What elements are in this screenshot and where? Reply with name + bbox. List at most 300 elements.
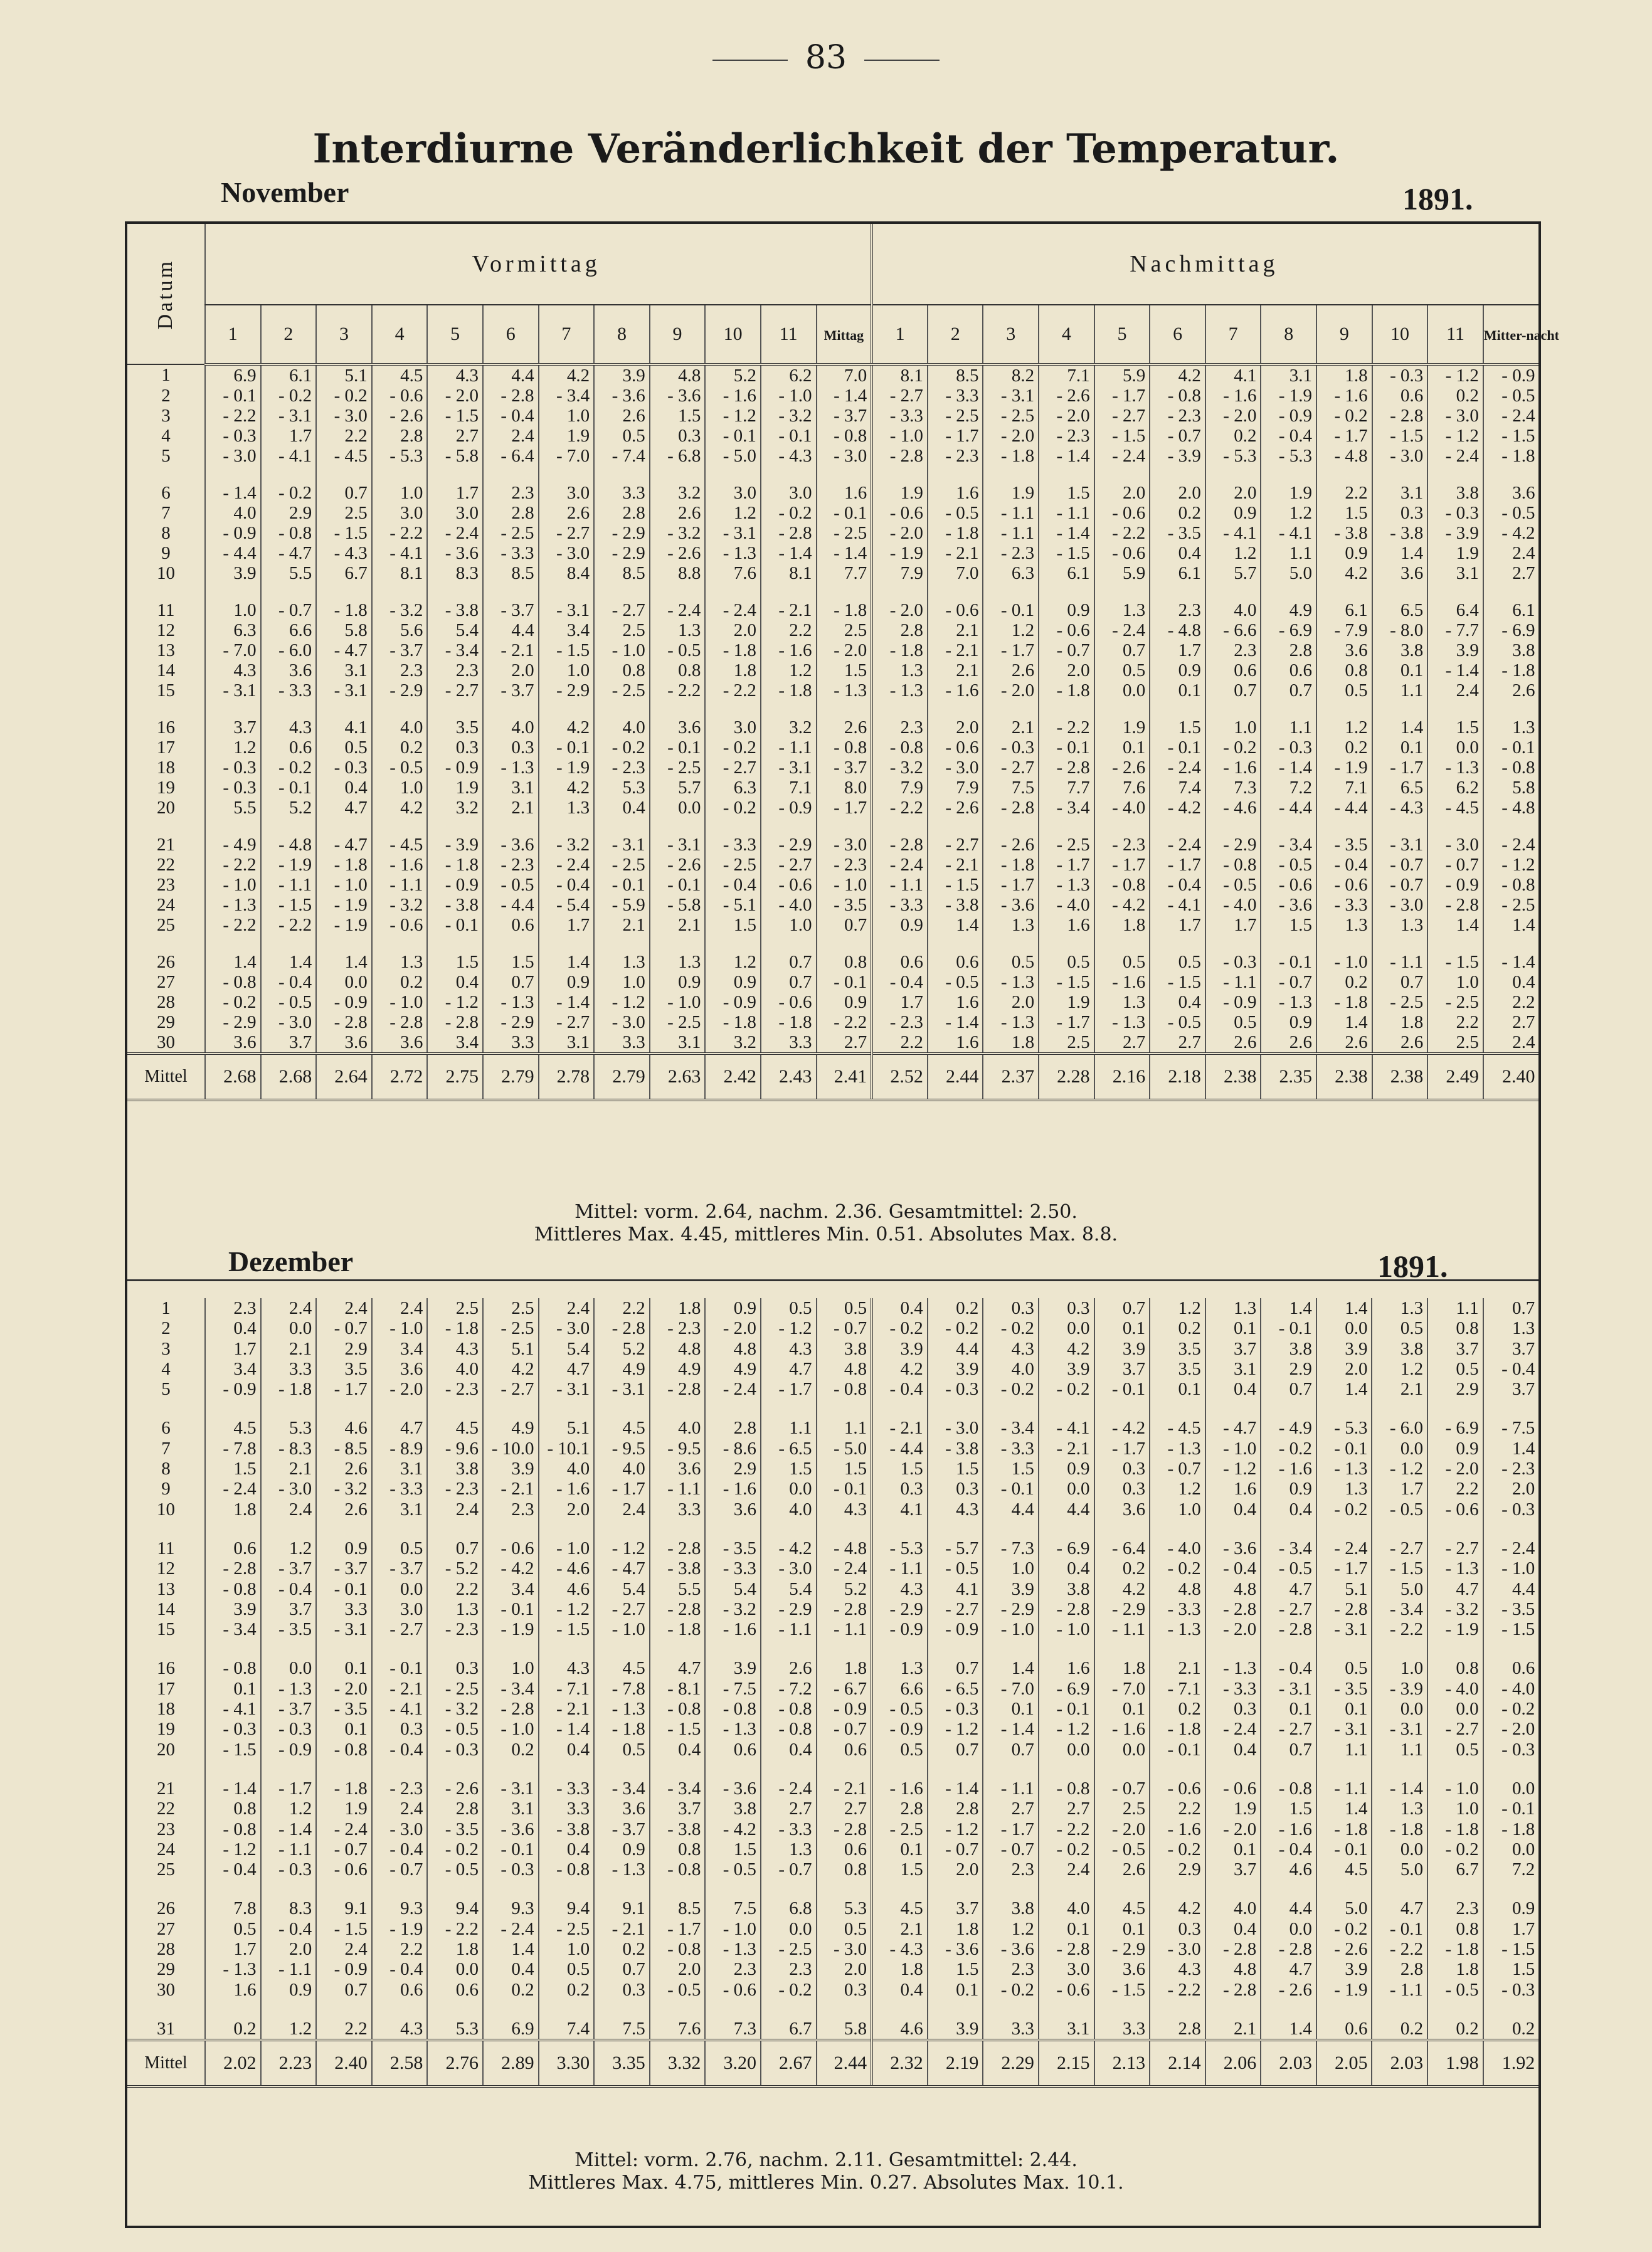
- value-cell: - 0.5: [928, 972, 983, 992]
- value-cell: - 3.6: [1205, 1538, 1261, 1558]
- value-cell: - 2.2: [1039, 1819, 1094, 1839]
- value-cell: - 0.9: [316, 992, 372, 1012]
- value-cell: - 2.2: [817, 1012, 872, 1032]
- value-cell: 4.2: [1316, 563, 1372, 583]
- value-cell: - 2.4: [1094, 620, 1150, 640]
- value-cell: 3.6: [594, 1799, 650, 1819]
- value-cell: - 1.0: [205, 875, 261, 895]
- value-cell: - 3.0: [1150, 1939, 1205, 1959]
- value-cell: 0.8: [1427, 1919, 1483, 1939]
- value-cell: - 8.6: [705, 1439, 761, 1459]
- value-cell: 3.6: [316, 1032, 372, 1054]
- value-cell: - 0.6: [1039, 620, 1094, 640]
- value-cell: 0.4: [427, 972, 483, 992]
- value-cell: - 0.6: [1316, 875, 1372, 895]
- hour-header-cell: 4: [372, 305, 428, 364]
- value-cell: - 0.4: [1205, 1558, 1261, 1578]
- table-row: [127, 835, 1538, 855]
- value-cell: - 2.4: [1150, 835, 1205, 855]
- value-cell: - 0.1: [205, 386, 261, 406]
- value-cell: 0.9: [872, 915, 928, 935]
- value-cell: - 3.5: [427, 1819, 483, 1839]
- value-cell: 2.9: [316, 1339, 372, 1359]
- value-cell: 0.0: [261, 1658, 317, 1678]
- mean-cell: 2.38: [1372, 1054, 1428, 1100]
- value-cell: 4.9: [1261, 600, 1316, 620]
- value-cell: - 3.0: [817, 446, 872, 466]
- value-cell: - 0.5: [372, 758, 428, 778]
- value-cell: 1.9: [316, 1799, 372, 1819]
- value-cell: - 1.8: [427, 1318, 483, 1338]
- mean-cell: 3.32: [650, 2040, 706, 2086]
- value-cell: - 2.2: [1372, 1619, 1427, 1639]
- value-cell: - 3.5: [316, 1699, 372, 1719]
- value-cell: - 2.2: [1094, 523, 1150, 543]
- value-cell: 1.3: [1205, 1298, 1261, 1318]
- value-cell: 2.4: [539, 1298, 595, 1318]
- value-cell: 0.7: [594, 1959, 650, 1979]
- value-cell: 0.1: [1094, 1919, 1150, 1939]
- value-cell: 3.1: [650, 1032, 706, 1054]
- table-row: [127, 1719, 1538, 1739]
- value-cell: - 2.7: [1094, 406, 1150, 426]
- value-cell: 4.4: [1039, 1499, 1094, 1520]
- value-cell: - 1.8: [650, 1619, 706, 1639]
- value-cell: - 0.6: [1205, 1779, 1261, 1799]
- value-cell: - 0.1: [1039, 737, 1094, 758]
- value-cell: - 0.3: [1205, 952, 1261, 972]
- value-cell: - 2.0: [1205, 1819, 1261, 1839]
- value-cell: - 1.0: [650, 992, 706, 1012]
- value-cell: - 2.8: [1427, 895, 1483, 915]
- value-cell: - 1.3: [1039, 875, 1094, 895]
- value-cell: 5.2: [817, 1579, 872, 1599]
- day-cell: 4: [161, 1358, 171, 1379]
- value-cell: - 1.8: [1150, 1719, 1205, 1739]
- value-cell: 2.2: [1150, 1799, 1205, 1819]
- group-spacer: [127, 1520, 1538, 1538]
- day-cell: 19: [157, 1719, 175, 1740]
- value-cell: 2.9: [705, 1459, 761, 1479]
- value-cell: - 5.0: [817, 1439, 872, 1459]
- value-cell: - 2.5: [872, 1819, 928, 1839]
- value-cell: 8.5: [483, 563, 539, 583]
- value-cell: 2.4: [427, 1499, 483, 1520]
- value-cell: 1.5: [1316, 503, 1372, 523]
- value-cell: 1.8: [1427, 1959, 1483, 1979]
- value-cell: 0.4: [650, 1740, 706, 1760]
- value-cell: 5.7: [1205, 563, 1261, 583]
- hour-header-cell: 6: [483, 305, 539, 364]
- value-cell: - 1.8: [1316, 992, 1372, 1012]
- mean-cell: 2.02: [205, 2040, 261, 2086]
- value-cell: - 2.7: [983, 758, 1039, 778]
- value-cell: 3.6: [372, 1032, 428, 1054]
- day-cell: 26: [157, 952, 175, 972]
- value-cell: 0.2: [1150, 503, 1205, 523]
- value-cell: - 4.1: [205, 1699, 261, 1719]
- value-cell: - 7.5: [705, 1679, 761, 1699]
- value-cell: 3.0: [705, 717, 761, 737]
- value-cell: - 1.9: [1316, 758, 1372, 778]
- value-cell: 7.9: [872, 563, 928, 583]
- value-cell: - 0.7: [817, 1318, 872, 1338]
- value-cell: 0.1: [928, 1980, 983, 2000]
- value-cell: - 1.4: [1372, 1779, 1427, 1799]
- value-cell: 4.2: [372, 798, 428, 818]
- value-cell: - 7.1: [1150, 1679, 1205, 1699]
- value-cell: - 6.8: [650, 446, 706, 466]
- mean-cell: 2.67: [761, 2040, 817, 2086]
- value-cell: - 2.9: [594, 543, 650, 563]
- value-cell: 1.0: [1427, 1799, 1483, 1819]
- value-cell: 9.1: [594, 1898, 650, 1918]
- value-cell: 3.8: [1039, 1579, 1094, 1599]
- value-cell: - 1.2: [539, 1599, 595, 1619]
- hour-header-cell: 4: [1039, 305, 1094, 364]
- value-cell: - 5.1: [705, 895, 761, 915]
- value-cell: - 6.9: [1261, 620, 1316, 640]
- value-cell: - 1.0: [1205, 1439, 1261, 1459]
- value-cell: - 1.0: [539, 1538, 595, 1558]
- value-cell: 4.0: [427, 1359, 483, 1379]
- value-cell: - 3.1: [316, 1619, 372, 1639]
- value-cell: 6.1: [1150, 563, 1205, 583]
- nachmittag-header: Nachmittag: [872, 224, 1538, 305]
- value-cell: 0.4: [1205, 1919, 1261, 1939]
- value-cell: 1.6: [928, 1032, 983, 1054]
- value-cell: 3.9: [1316, 1339, 1372, 1359]
- value-cell: 1.2: [1316, 717, 1372, 737]
- value-cell: 1.3: [594, 952, 650, 972]
- value-cell: 1.5: [928, 1959, 983, 1979]
- value-cell: - 3.4: [983, 1418, 1039, 1438]
- day-cell: 15: [157, 1619, 175, 1640]
- value-cell: 0.8: [1316, 660, 1372, 680]
- value-cell: 2.9: [1261, 1359, 1316, 1379]
- value-cell: - 0.5: [1261, 1558, 1316, 1578]
- day-cell: 11: [157, 1538, 175, 1558]
- value-cell: 1.0: [1205, 717, 1261, 737]
- value-cell: - 7.0: [539, 446, 595, 466]
- value-cell: 0.9: [1039, 1459, 1094, 1479]
- value-cell: - 0.9: [261, 1740, 317, 1760]
- value-cell: 3.7: [1483, 1379, 1539, 1399]
- value-cell: - 1.1: [650, 1479, 706, 1499]
- value-cell: 3.1: [1427, 563, 1483, 583]
- value-cell: - 1.3: [1205, 1658, 1261, 1678]
- value-cell: 6.6: [872, 1679, 928, 1699]
- value-cell: 1.4: [1316, 1012, 1372, 1032]
- value-cell: - 0.8: [205, 1658, 261, 1678]
- value-cell: 2.2: [372, 1939, 428, 1959]
- value-cell: 1.8: [928, 1919, 983, 1939]
- value-cell: 0.7: [1483, 1298, 1539, 1318]
- value-cell: 0.5: [1316, 680, 1372, 700]
- value-cell: 1.7: [1483, 1919, 1539, 1939]
- value-cell: - 0.5: [261, 992, 317, 1012]
- value-cell: 1.5: [1261, 1799, 1316, 1819]
- value-cell: 2.7: [817, 1032, 872, 1054]
- value-cell: 2.1: [1372, 1379, 1427, 1399]
- value-cell: - 2.4: [1094, 446, 1150, 466]
- value-cell: 0.0: [1372, 1699, 1427, 1719]
- value-cell: - 2.7: [483, 1379, 539, 1399]
- value-cell: 1.5: [483, 952, 539, 972]
- value-cell: 2.2: [872, 1032, 928, 1054]
- value-cell: - 1.8: [761, 1012, 817, 1032]
- value-cell: 0.5: [1094, 952, 1150, 972]
- value-cell: 0.5: [1427, 1740, 1483, 1760]
- value-cell: 2.7: [761, 1799, 817, 1819]
- value-cell: 1.3: [872, 1658, 928, 1678]
- value-cell: - 3.4: [427, 640, 483, 660]
- value-cell: 0.6: [1316, 2019, 1372, 2040]
- mean-cell: 2.72: [372, 1054, 428, 1100]
- value-cell: 1.0: [539, 1939, 595, 1959]
- value-cell: 4.3: [372, 2019, 428, 2040]
- november-month-label: November: [221, 176, 349, 208]
- value-cell: 1.7: [1205, 915, 1261, 935]
- value-cell: - 0.3: [1483, 1980, 1539, 2000]
- value-cell: - 1.0: [761, 386, 817, 406]
- value-cell: - 1.9: [483, 1619, 539, 1639]
- value-cell: - 2.1: [594, 1919, 650, 1939]
- value-cell: - 0.2: [261, 758, 317, 778]
- value-cell: - 0.2: [872, 1318, 928, 1338]
- value-cell: - 1.8: [594, 1719, 650, 1739]
- value-cell: 3.8: [1372, 1339, 1427, 1359]
- value-cell: 0.0: [1039, 1740, 1094, 1760]
- value-cell: - 3.1: [205, 680, 261, 700]
- mean-cell: 2.38: [1316, 1054, 1372, 1100]
- value-cell: 1.4: [1316, 1799, 1372, 1819]
- value-cell: 2.2: [316, 426, 372, 446]
- value-cell: 1.1: [1261, 543, 1316, 563]
- value-cell: - 3.2: [372, 600, 428, 620]
- value-cell: - 2.4: [1483, 1538, 1539, 1558]
- value-cell: 6.2: [761, 364, 817, 386]
- value-cell: - 0.5: [1150, 1012, 1205, 1032]
- value-cell: - 0.9: [1483, 364, 1539, 386]
- value-cell: - 0.2: [1205, 737, 1261, 758]
- value-cell: - 10.0: [483, 1439, 539, 1459]
- value-cell: - 0.1: [650, 875, 706, 895]
- value-cell: - 2.8: [1205, 1980, 1261, 2000]
- value-cell: 2.6: [1316, 1032, 1372, 1054]
- value-cell: - 0.3: [928, 1379, 983, 1399]
- value-cell: - 0.2: [983, 1379, 1039, 1399]
- value-cell: 3.8: [1483, 640, 1539, 660]
- value-cell: 0.4: [483, 1959, 539, 1979]
- day-cell: 31: [157, 2018, 175, 2039]
- value-cell: - 6.9: [1427, 1418, 1483, 1438]
- value-cell: - 2.0: [1427, 1459, 1483, 1479]
- value-cell: - 2.6: [650, 855, 706, 875]
- value-cell: - 1.5: [1094, 426, 1150, 446]
- value-cell: - 1.8: [261, 1379, 317, 1399]
- value-cell: - 2.0: [872, 600, 928, 620]
- value-cell: - 6.7: [817, 1679, 872, 1699]
- value-cell: 0.8: [205, 1799, 261, 1819]
- value-cell: - 4.3: [316, 543, 372, 563]
- value-cell: - 3.0: [316, 406, 372, 426]
- hour-header-cell: 8: [594, 305, 650, 364]
- value-cell: 0.9: [1039, 600, 1094, 620]
- value-cell: - 0.8: [817, 1379, 872, 1399]
- value-cell: 0.2: [483, 1740, 539, 1760]
- value-cell: - 2.8: [650, 1599, 706, 1619]
- value-cell: - 0.3: [316, 758, 372, 778]
- value-cell: 2.5: [1039, 1032, 1094, 1054]
- value-cell: - 4.3: [1372, 798, 1428, 818]
- value-cell: 1.5: [817, 1459, 872, 1479]
- value-cell: - 0.7: [1039, 640, 1094, 660]
- value-cell: 1.2: [983, 620, 1039, 640]
- value-cell: 0.7: [761, 952, 817, 972]
- value-cell: - 0.2: [261, 483, 317, 503]
- value-cell: 1.4: [483, 1939, 539, 1959]
- value-cell: - 2.0: [1094, 1819, 1150, 1839]
- value-cell: - 0.2: [1261, 1439, 1316, 1459]
- value-cell: - 1.4: [983, 1719, 1039, 1739]
- value-cell: - 0.1: [316, 1579, 372, 1599]
- value-cell: - 4.0: [1483, 1679, 1539, 1699]
- value-cell: 6.6: [261, 620, 317, 640]
- value-cell: - 1.0: [1427, 1779, 1483, 1799]
- value-cell: 0.6: [372, 1980, 428, 2000]
- november-year-label: 1891.: [1402, 181, 1473, 216]
- value-cell: - 2.4: [1483, 835, 1539, 855]
- value-cell: - 3.2: [316, 1479, 372, 1499]
- value-cell: - 1.9: [316, 915, 372, 935]
- value-cell: 7.0: [928, 563, 983, 583]
- value-cell: 4.2: [539, 717, 595, 737]
- value-cell: 0.6: [1372, 386, 1428, 406]
- value-cell: 0.3: [427, 1658, 483, 1678]
- value-cell: 3.7: [650, 1799, 706, 1819]
- mean-cell: 2.29: [983, 2040, 1039, 2086]
- hour-header-cell: 2: [928, 305, 983, 364]
- value-cell: 2.3: [983, 1859, 1039, 1879]
- value-cell: 4.7: [316, 798, 372, 818]
- day-cell: 8: [161, 1459, 171, 1479]
- value-cell: 0.7: [928, 1740, 983, 1760]
- value-cell: 3.7: [1205, 1859, 1261, 1879]
- value-cell: - 2.5: [594, 680, 650, 700]
- value-cell: - 1.4: [1261, 758, 1316, 778]
- value-cell: 3.9: [1094, 1339, 1150, 1359]
- value-cell: - 0.6: [483, 1538, 539, 1558]
- value-cell: - 2.4: [483, 1919, 539, 1939]
- value-cell: 1.6: [205, 1980, 261, 2000]
- mean-cell: 2.06: [1205, 2040, 1261, 2086]
- value-cell: - 1.2: [594, 992, 650, 1012]
- value-cell: - 2.8: [761, 523, 817, 543]
- value-cell: 0.9: [1261, 1012, 1316, 1032]
- table-row: [127, 1379, 1538, 1399]
- value-cell: - 3.3: [872, 406, 928, 426]
- value-cell: - 4.4: [483, 895, 539, 915]
- value-cell: - 2.1: [483, 640, 539, 660]
- value-cell: 4.7: [372, 1418, 428, 1438]
- value-cell: 3.3: [1094, 2019, 1150, 2040]
- value-cell: 1.5: [650, 406, 706, 426]
- value-cell: 5.2: [594, 1339, 650, 1359]
- value-cell: 3.3: [261, 1359, 317, 1379]
- table-row: [127, 1318, 1538, 1338]
- value-cell: - 1.7: [650, 1919, 706, 1939]
- value-cell: 3.4: [483, 1579, 539, 1599]
- value-cell: 7.6: [1094, 778, 1150, 798]
- value-cell: - 3.7: [817, 758, 872, 778]
- day-cell: 11: [157, 600, 175, 620]
- value-cell: 7.4: [539, 2019, 595, 2040]
- value-cell: - 4.1: [261, 446, 317, 466]
- value-cell: - 0.7: [1372, 875, 1428, 895]
- value-cell: 3.9: [928, 2019, 983, 2040]
- value-cell: - 2.7: [594, 1599, 650, 1619]
- value-cell: - 0.3: [928, 1699, 983, 1719]
- value-cell: 1.5: [205, 1459, 261, 1479]
- value-cell: - 0.8: [205, 1579, 261, 1599]
- table-row: [127, 1740, 1538, 1760]
- value-cell: - 7.1: [539, 1679, 595, 1699]
- day-cell: 20: [157, 1739, 175, 1760]
- value-cell: - 1.7: [1094, 855, 1150, 875]
- value-cell: 2.4: [483, 426, 539, 446]
- value-cell: - 0.7: [761, 1859, 817, 1879]
- value-cell: - 0.6: [1427, 1499, 1483, 1520]
- table-row: [127, 1479, 1538, 1499]
- value-cell: 1.4: [205, 952, 261, 972]
- value-cell: - 1.6: [761, 640, 817, 660]
- value-cell: 1.0: [483, 1658, 539, 1678]
- mean-cell: 1.92: [1483, 2040, 1539, 2086]
- value-cell: - 1.9: [872, 543, 928, 563]
- value-cell: - 6.5: [761, 1439, 817, 1459]
- mean-cell: 3.20: [705, 2040, 761, 2086]
- hour-header-cell: 5: [1094, 305, 1150, 364]
- value-cell: 0.8: [594, 660, 650, 680]
- value-cell: - 1.0: [594, 640, 650, 660]
- group-spacer: [127, 700, 1538, 717]
- value-cell: - 1.5: [1372, 1558, 1427, 1578]
- day-cell: 15: [157, 680, 175, 700]
- day-cell: 29: [157, 1959, 175, 1980]
- value-cell: 5.1: [316, 364, 372, 386]
- dezember-summary-line-1: Mittel: vorm. 2.76, nachm. 2.11. Gesamtmittel: 2.44.: [574, 2149, 1078, 2171]
- value-cell: - 0.1: [427, 915, 483, 935]
- value-cell: 1.5: [1261, 915, 1316, 935]
- value-cell: - 1.9: [1261, 386, 1316, 406]
- value-cell: 1.7: [205, 1339, 261, 1359]
- value-cell: - 0.8: [872, 737, 928, 758]
- value-cell: - 3.6: [983, 1939, 1039, 1959]
- value-cell: - 0.2: [705, 798, 761, 818]
- value-cell: - 1.2: [205, 1839, 261, 1859]
- hour-header-cell: 11: [761, 305, 817, 364]
- hour-header-row: [127, 305, 1538, 364]
- value-cell: - 3.4: [483, 1679, 539, 1699]
- value-cell: 3.9: [928, 1359, 983, 1379]
- value-cell: 6.5: [1372, 600, 1428, 620]
- value-cell: 2.9: [1150, 1859, 1205, 1879]
- mean-cell: 2.58: [372, 2040, 428, 2086]
- value-cell: - 1.5: [1427, 952, 1483, 972]
- value-cell: - 1.5: [427, 406, 483, 426]
- value-cell: 0.6: [1261, 660, 1316, 680]
